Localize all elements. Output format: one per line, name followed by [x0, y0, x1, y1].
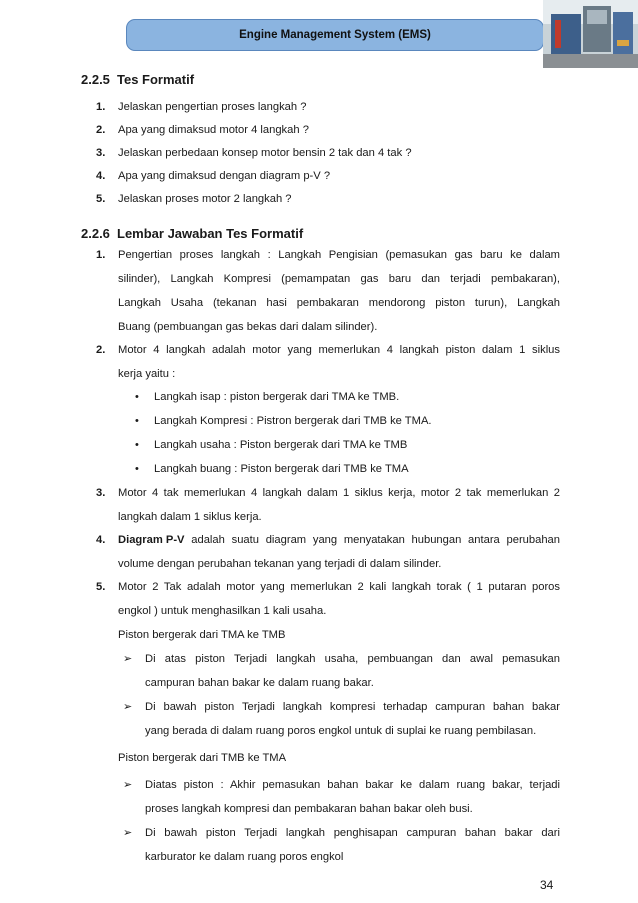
answer-line: Motor 4 langkah adalah motor yang memerlukan 4 langkah piston dalam 1 siklus [118, 344, 560, 356]
answer-line: Buang (pembuangan gas bekas dari dalam silinder). [118, 321, 378, 333]
sub-item-line: Di atas piston Terjadi langkah usaha, pembuangan dan awal pemasukan [145, 653, 560, 665]
header-title: Engine Management System (EMS) [239, 29, 431, 41]
sub-item-line: Di bawah piston Terjadi langkah kompresi terhadap campuran bahan bakar [145, 701, 560, 713]
bullet-item: Langkah buang : Piston bergerak dari TMB ke TMA [154, 463, 409, 475]
arrow-bullet-icon: ➢ [123, 779, 133, 791]
engine-trainer-photo [543, 0, 638, 68]
answer-number: 4. [96, 534, 106, 546]
section-heading-tes-formatif [81, 72, 194, 87]
arrow-bullet-icon: ➢ [123, 827, 133, 839]
question-item: 4. Apa yang dimaksud dengan diagram p-V ? [96, 170, 331, 182]
answer-number: 2. [96, 344, 106, 356]
answer-line: kerja yaitu : [118, 368, 176, 380]
answer-line: Pengertian proses langkah : Langkah Pengisian (pemasukan gas baru ke dalam [118, 249, 560, 261]
section-heading-lembar-jawaban [81, 226, 303, 241]
arrow-bullet-icon: ➢ [123, 653, 133, 665]
question-item: 5. Jelaskan proses motor 2 langkah ? [96, 193, 292, 205]
answer-number: 1. [96, 249, 106, 261]
sub-item-line: Di bawah piston Terjadi langkah penghisapan campuran bahan bakar dari [145, 827, 560, 839]
section-title: Tes Formatif [117, 72, 195, 87]
answer-number: 5. [96, 581, 106, 593]
sub-item-line: Diatas piston : Akhir pemasukan bahan bakar ke dalam ruang bakar, terjadi [145, 779, 560, 791]
answer-number: 3. [96, 487, 106, 499]
subheading: Piston bergerak dari TMB ke TMA [118, 752, 287, 764]
question-item: 2. Apa yang dimaksud motor 4 langkah ? [96, 124, 309, 136]
bullet-item: Langkah Kompresi : Pistron bergerak dari TMB ke TMA. [154, 415, 432, 427]
bullet-item: Langkah isap : piston bergerak dari TMA ke TMB. [154, 391, 400, 403]
answer-line: Motor 4 tak memerlukan 4 langkah dalam 1 siklus kerja, motor 2 tak memerlukan 2 [118, 487, 560, 499]
answer-line: Diagram P-V adalah suatu diagram yang menyatakan hubungan antara perubahan [118, 534, 560, 546]
bullet-icon: • [135, 463, 139, 475]
section-title: Lembar Jawaban Tes Formatif [117, 226, 304, 241]
sub-item-line: yang berada di dalam ruang poros engkol untuk di suplai ke ruang pembilasan. [145, 725, 537, 737]
question-item: 3. Jelaskan perbedaan konsep motor bensin 2 tak dan 4 tak ? [96, 147, 412, 159]
arrow-bullet-icon: ➢ [123, 701, 133, 713]
section-number: 2.2.6 [81, 226, 110, 241]
subheading: Piston bergerak dari TMA ke TMB [118, 629, 286, 641]
answer-line: engkol ) untuk menghasilkan 1 kali usaha. [118, 605, 327, 617]
sub-item-line: karburator ke dalam ruang poros engkol [145, 851, 344, 863]
bullet-icon: • [135, 439, 139, 451]
question-item: 1. Jelaskan pengertian proses langkah ? [96, 101, 307, 113]
answer-line: silinder), Langkah Kompresi (pemampatan gas baru dan terjadi pembakaran), [118, 273, 560, 285]
sub-item-line: campuran bahan bakar ke dalam ruang bakar. [145, 677, 374, 689]
page-number: 34 [540, 878, 554, 892]
sub-item-line: proses langkah kompresi dan pembakaran bahan bakar oleh busi. [145, 803, 473, 815]
answer-line: volume dengan perubahan tekanan yang terjadi di dalam silinder. [118, 558, 442, 570]
answer-line: langkah dalam 1 siklus kerja. [118, 511, 262, 523]
bold-term: Diagram P-V [118, 534, 185, 546]
bullet-item: Langkah usaha : Piston bergerak dari TMA ke TMB [154, 439, 408, 451]
section-number: 2.2.5 [81, 72, 110, 87]
answer-line: Langkah Usaha (tekanan hasi pembakaran mendorong piston turun), Langkah [118, 297, 560, 309]
header-banner [126, 19, 544, 51]
bullet-icon: • [135, 391, 139, 403]
answer-line: Motor 2 Tak adalah motor yang memerlukan 2 kali langkah torak ( 1 putaran poros [118, 581, 560, 593]
bullet-icon: • [135, 415, 139, 427]
